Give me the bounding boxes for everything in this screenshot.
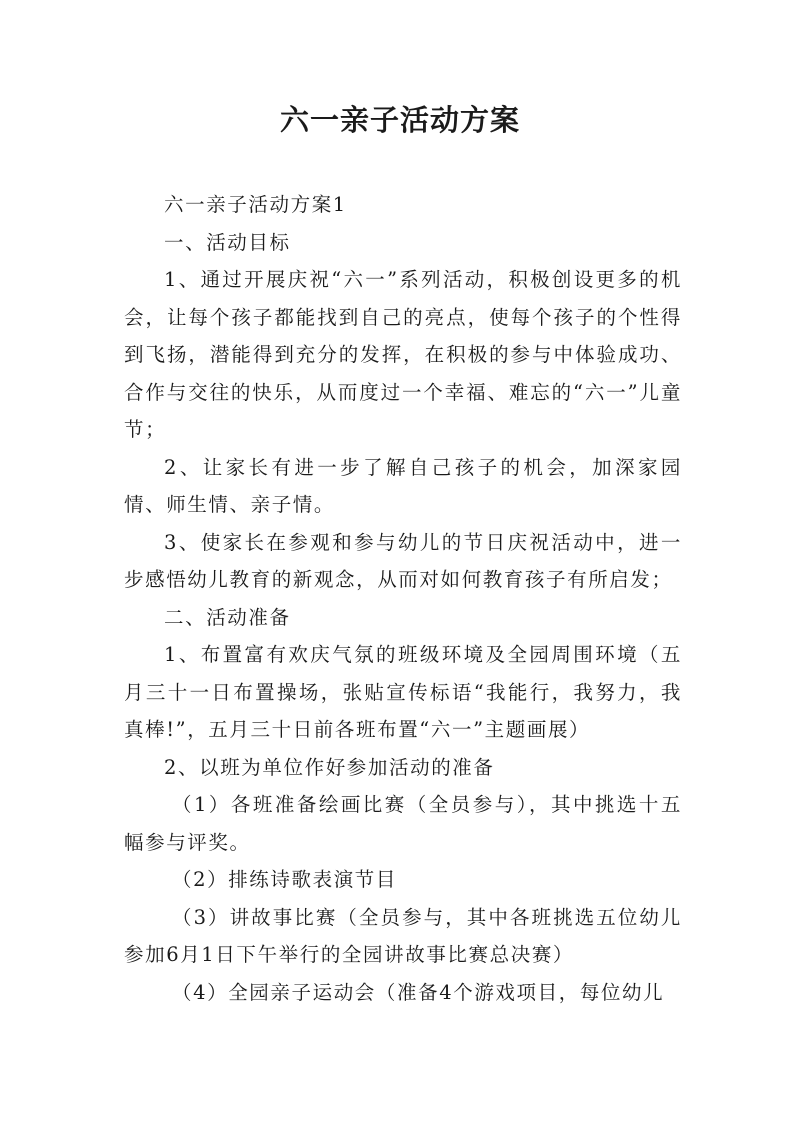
paragraph: （1）各班准备绘画比赛（全员参与），其中挑选十五幅参与评奖。 — [124, 793, 682, 854]
paragraph: 1、通过开展庆祝“六一”系列活动，积极创设更多的机会，让每个孩子都能找到自己的亮点，使每个孩子的个性得到飞扬，潜能得到充分的发挥，在积极的参与中体验成功、合作与交往的快乐，从而度过一个幸福、难忘的“六一”儿童节； — [124, 268, 682, 441]
paragraph: 2、以班为单位作好参加活动的准备 — [164, 755, 495, 779]
paragraph: 1、布置富有欢庆气氛的班级环境及全园周围环境（五月三十一日布置操场，张贴宣传标语“我能行，我努力，我真棒!”，五月三十日前各班布置“六一”主题画展） — [124, 643, 682, 741]
section-heading: 六一亲子活动方案1 — [164, 193, 347, 216]
paragraph: 2、让家长有进一步了解自己孩子的机会，加深家园情、师生情、亲子情。 — [124, 455, 682, 516]
section-heading: 二、活动准备 — [164, 605, 291, 629]
document-title: 六一亲子活动方案 — [279, 103, 520, 137]
paragraph: 3、使家长在参观和参与幼儿的节日庆祝活动中，进一步感悟幼儿教育的新观念，从而对如何教育孩子有所启发； — [124, 530, 682, 591]
section-heading: 一、活动目标 — [164, 230, 291, 254]
paragraph: （4）全园亲子运动会（准备4个游戏项目，每位幼儿 — [172, 980, 665, 1004]
paragraph: （3）讲故事比赛（全员参与，其中各班挑选五位幼儿参加6月1日下午举行的全园讲故事比赛总决赛） — [124, 905, 682, 966]
paragraph: （2）排练诗歌表演节目 — [172, 868, 398, 891]
document-body — [124, 186, 682, 1011]
